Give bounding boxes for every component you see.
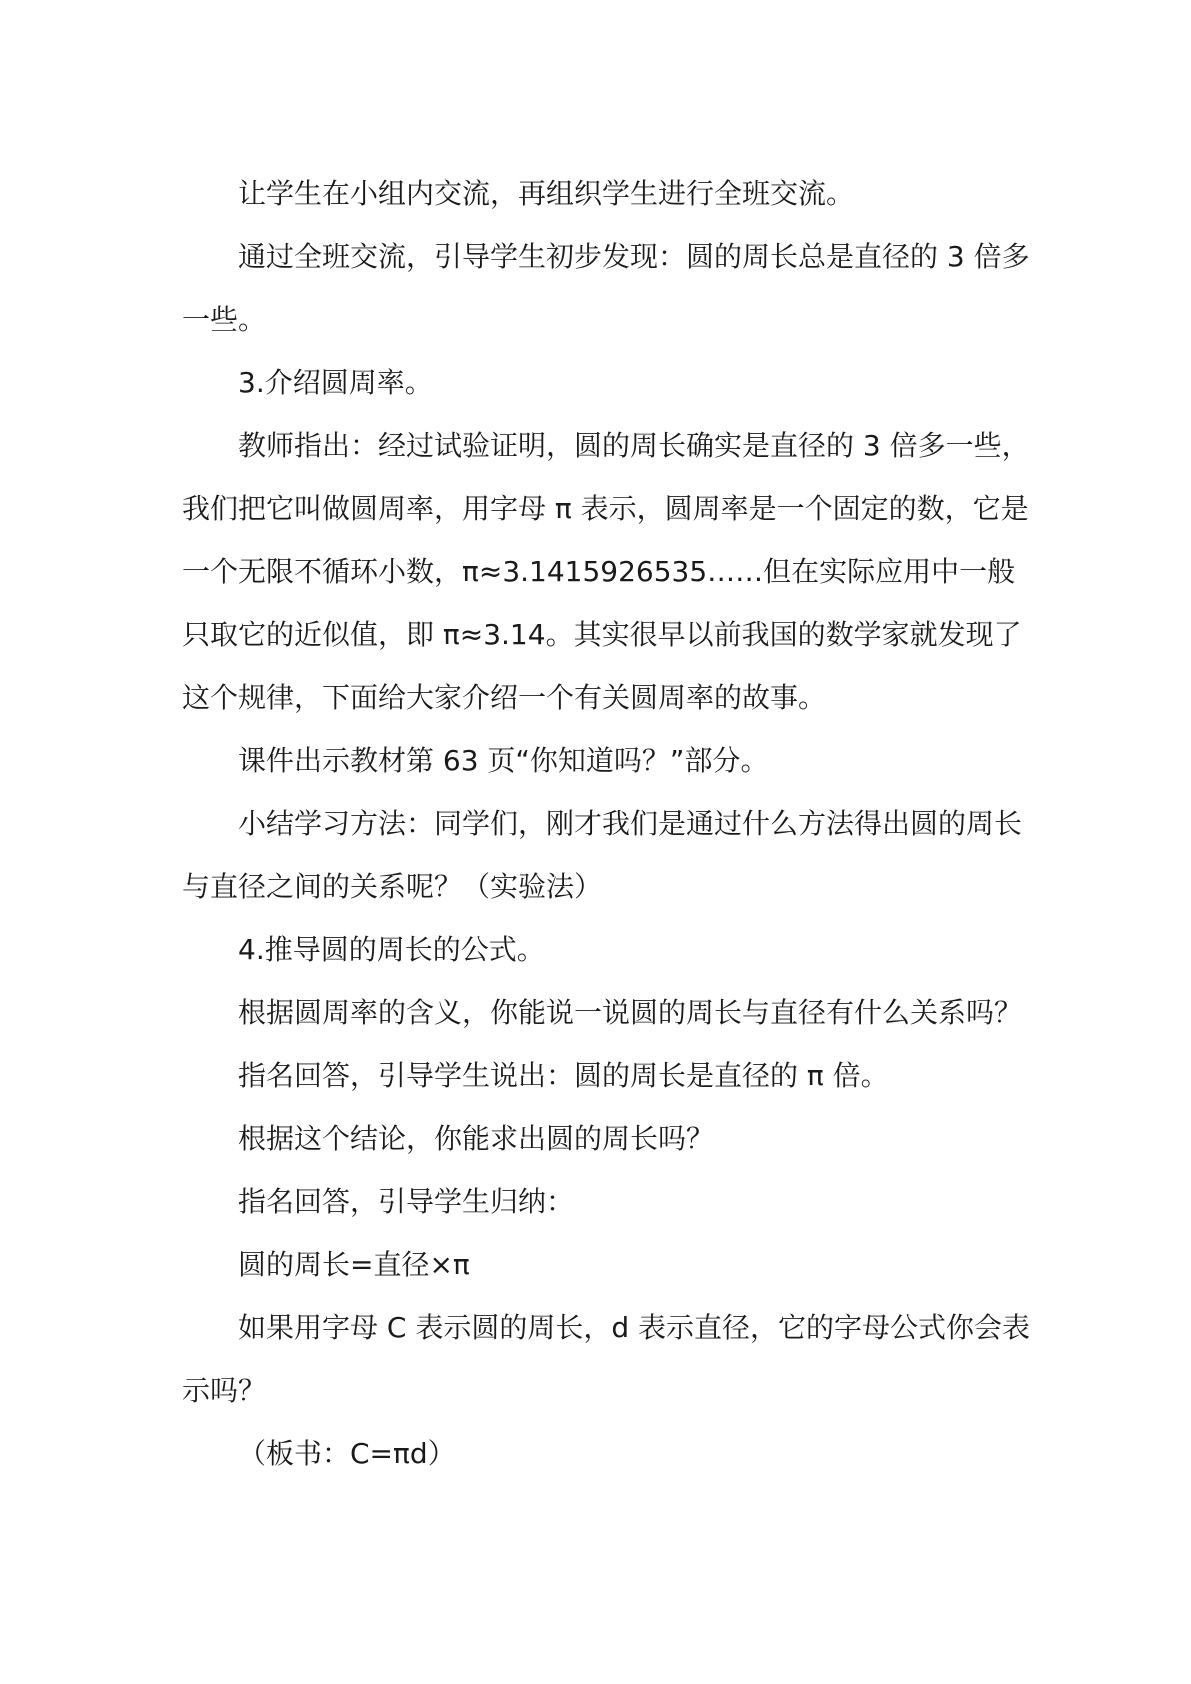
paragraph-group-discussion: 让学生在小组内交流，再组织学生进行全班交流。 [238,177,855,210]
paragraph-letter-formula-question: 如果用字母 C 表示圆的周长，d 表示直径，它的字母公式你会表示吗？ [182,1311,1031,1407]
paragraph-question-circumference: 根据这个结论，你能求出圆的周长吗？ [238,1122,715,1155]
paragraph-answer-relation: 指名回答，引导学生说出：圆的周长是直径的 π 倍。 [238,1059,889,1092]
paragraph-discovery: 通过全班交流，引导学生初步发现：圆的周长总是直径的 3 倍多一些。 [182,240,1030,336]
paragraph-summary-method: 小结学习方法：同学们，刚才我们是通过什么方法得出圆的周长与直径之间的关系呢？（实验法） [182,807,1023,903]
paragraph-induce: 指名回答，引导学生归纳： [238,1185,575,1218]
paragraph-courseware-display: 课件出示教材第 63 页“你知道吗？”部分。 [238,744,769,777]
section-heading-derive-formula: 4.推导圆的周长的公式。 [238,933,545,966]
paragraph-teacher-explains-pi: 教师指出：经过试验证明，圆的周长确实是直径的 3 倍多一些，我们把它叫做圆周率，用字母 π 表示，圆周率是一个固定的数，它是一个无限不循环小数，π≈3.1415926535……但在实际应用中一般只取它的近似值，即 π≈3.14。其实很早以前我国的数学家就发现了这个规律，下面给大家介绍一个有关圆周率的故事。 [182,429,1030,714]
section-heading-introduce-pi: 3.介绍圆周率。 [238,366,433,399]
paragraph-question-relation: 根据圆周率的含义，你能说一说圆的周长与直径有什么关系吗？ [238,996,1023,1029]
document-body [182,162,1042,1485]
formula-board: （板书：C=πd） [238,1437,456,1470]
formula-word: 圆的周长=直径×π [238,1248,470,1281]
